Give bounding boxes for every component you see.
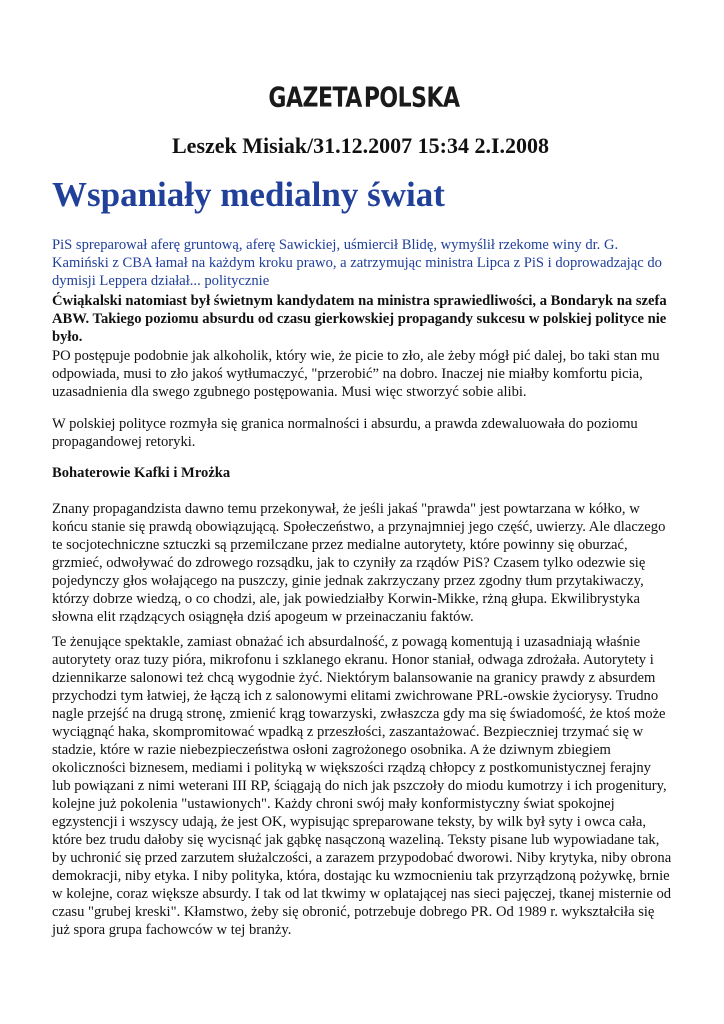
section-heading: Bohaterowie Kafki i Mrożka xyxy=(52,465,231,481)
logo-text-left: GAZETA xyxy=(268,82,362,114)
paragraph: Te żenujące spektakle, zamiast obnażać ich absurdalność, z powagą komentują i uzasadniają właśnie autorytety oraz tuzy pióra, mikrofonu i szklanego ekranu. Honor staniał, odwaga zdrożała. Autorytety i dziennikarze salonowi też chcą wygodnie żyć. Niektórym balansowanie na granicy prawdy z absurdem przychodzi tym łatwiej, że łączą ich z salonowymi elitami zwichrowane PRL-owskie życiorysy. Trudno nagle przejść na drugą stronę, zmienić krąg towarzyski, zwłaszcza gdy ma się świadomość, że ktoś może wyciągnąć haka, skompromitować wpadką z przeszłości, zaszantażować. Bezpieczniej trzymać się w stadzie, które w razie niebezpieczeństwa osłoni zagrożonego osobnika. A że dziwnym zbiegiem okoliczności biznesem, mediami i polityką w większości rządzą chłopcy z postkomunistycznej ferajny lub powiązani z nimi weterani III RP, ściągają do nich jak pszczoły do miodu kumotrzy i ich progenitury, kolejne już pokolenia "ustawionych". Każdy chroni swój mały konformistyczny świat spokojnej egzystencji i wszyscy udają, że jest OK, wypisując spreparowane teksty, by wilk był syty i owca cała, które bez trudu dałoby się wycisnąć jak gąbkę nasączoną wazeliną. Teksty pisane lub wypowiadane tak, by uchronić się przed zarzutem służalczości, a zarazem przypodobać dworowi. Niby krytyka, niby obrona demokracji, niby etyka. I niby polityka, która, dostając ku wzmocnieniu tak przyrządzoną pożywkę, brnie w kolejne, coraz większe absurdy. I tak od lat tkwimy w oplatającej nas sieci pajęczej, tkanej misternie od czasu "grubej kreski". Kłamstwo, żeby się obronić, potrzebuje dobrego PR. Od 1989 r. wykształciła się już spora grupa fachowców w tej branży. xyxy=(52,634,672,938)
paragraph: PO postępuje podobnie jak alkoholik, który wie, że picie to zło, ale żeby mógł pić dalej, bo taki stan mu odpowiada, musi to zło jakoś wytłumaczyć, "przerobić” na dobro. Inaczej nie miałby komfortu picia, uzasadnienia dla swego zgubnego postępowania. Musi więc stworzyć sobie alibi. xyxy=(52,348,660,400)
paragraph: W polskiej polityce rozmyła się granica normalności i absurdu, a prawda zdewaluowała do poziomu propagandowej retoryki. xyxy=(52,416,638,450)
paragraph: Znany propagandzista dawno temu przekonywał, że jeśli jakaś "prawda" jest powtarzana w kółko, w końcu stanie się prawdą obowiązującą. Społeczeństwo, a przynajmniej jego część, uwierzy. Ale dlaczego te socjotechniczne sztuczki są przemilczane przez medialne autorytety, które powinny się oburzać, grzmieć, odwoływać do zdrowego rozsądku, jak to czyniły za rządów PiS? Czasem tylko odezwie się pojedynczy głos wołającego na puszczy, ginie jednak zakrzyczany przez zgodny tłum przytakiwaczy, którzy dobrze wiedzą, o co chodzi, ale, jak powiedziałby Korwin-Mikke, rżną głupa. Ekwilibrystyka słowna elit rządzących osiągnęła dziś apogeum w przeinaczaniu faktów. xyxy=(52,501,666,625)
article-intro: Ćwiąkalski natomiast był świetnym kandydatem na ministra sprawiedliwości, a Bondaryk na szefa ABW. Takiego poziomu absurdu od czasu gierkowskiej propagandy sukcesu w polskiej polityce nie było. xyxy=(52,293,667,345)
article-title: Wspaniały medialny świat xyxy=(52,175,445,214)
gazeta-polska-logo xyxy=(268,82,460,116)
article-byline: Leszek Misiak/31.12.2007 15:34 2.I.2008 xyxy=(172,133,550,158)
article-lead: PiS spreparował aferę gruntową, aferę Sawickiej, uśmiercił Blidę, wymyślił rzekome winy dr. G. Kamiński z CBA łamał na każdym kroku prawo, a zatrzymując ministra Lipca z PiS i doprowadzając do dymisji Leppera działał... politycznie xyxy=(52,237,662,289)
logo-text-right: POLSKA xyxy=(363,82,460,114)
